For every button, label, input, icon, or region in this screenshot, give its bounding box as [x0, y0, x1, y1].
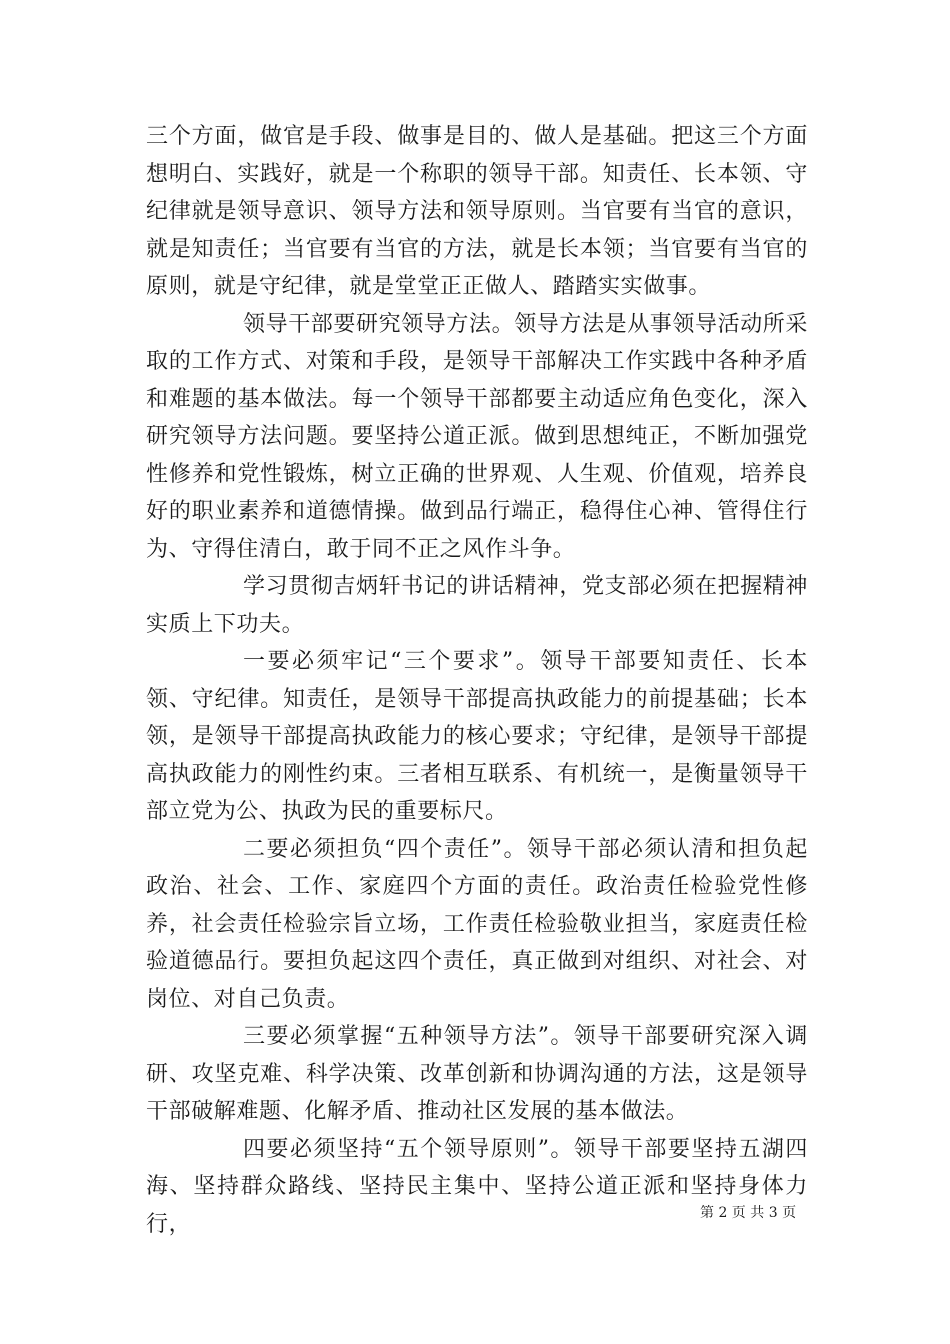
paragraph-1: 三个方面，做官是手段、做事是目的、做人是基础。把这三个方面想明白、实践好，就是一个称职的领导干部。知责任、长本领、守纪律就是领导意识、领导方法和领导原则。当官要有当官的意识，就是知责任；当官要有当官的方法，就是长本领；当官要有当官的原则，就是守纪律，就是堂堂正正做人、踏踏实实做事。: [146, 124, 808, 299]
document-body: [146, 118, 808, 1243]
paragraph-6: 三要必须掌握“五种领导方法”。领导干部要研究深入调研、攻坚克难、科学决策、改革创新和协调沟通的方法，这是领导干部破解难题、化解矛盾、推动社区发展的基本做法。: [146, 1024, 808, 1124]
page-number-footer: 第 2 页 共 3 页: [700, 1205, 797, 1221]
paragraph-7: 四要必须坚持“五个领导原则”。领导干部要坚持五湖四海、坚持群众路线、坚持民主集中、坚持公道正派和坚持身体力行，: [146, 1136, 808, 1237]
paragraph-4: 一要必须牢记“三个要求”。领导干部要知责任、长本领、守纪律。知责任，是领导干部提高执政能力的前提基础；长本领，是领导干部提高执政能力的核心要求；守纪律，是领导干部提高执政能力的刚性约束。三者相互联系、有机统一，是衡量领导干部立党为公、执政为民的重要标尺。: [146, 649, 808, 824]
paragraph-2: 领导干部要研究领导方法。领导方法是从事领导活动所采取的工作方式、对策和手段，是领导干部解决工作实践中各种矛盾和难题的基本做法。每一个领导干部都要主动适应角色变化，深入研究领导方法问题。要坚持公道正派。做到思想纯正，不断加强党性修养和党性锻炼，树立正确的世界观、人生观、价值观，培养良好的职业素养和道德情操。做到品行端正，稳得住心神、管得住行为、守得住清白，敢于同不正之风作斗争。: [146, 311, 809, 562]
paragraph-5: 二要必须担负“四个责任”。领导干部必须认清和担负起政治、社会、工作、家庭四个方面的责任。政治责任检验党性修养，社会责任检验宗旨立场，工作责任检验敬业担当，家庭责任检验道德品行。要担负起这四个责任，真正做到对组织、对社会、对岗位、对自己负责。: [146, 836, 808, 1012]
paragraph-3: 学习贯彻吉炳轩书记的讲话精神，党支部必须在把握精神实质上下功夫。: [146, 574, 809, 637]
